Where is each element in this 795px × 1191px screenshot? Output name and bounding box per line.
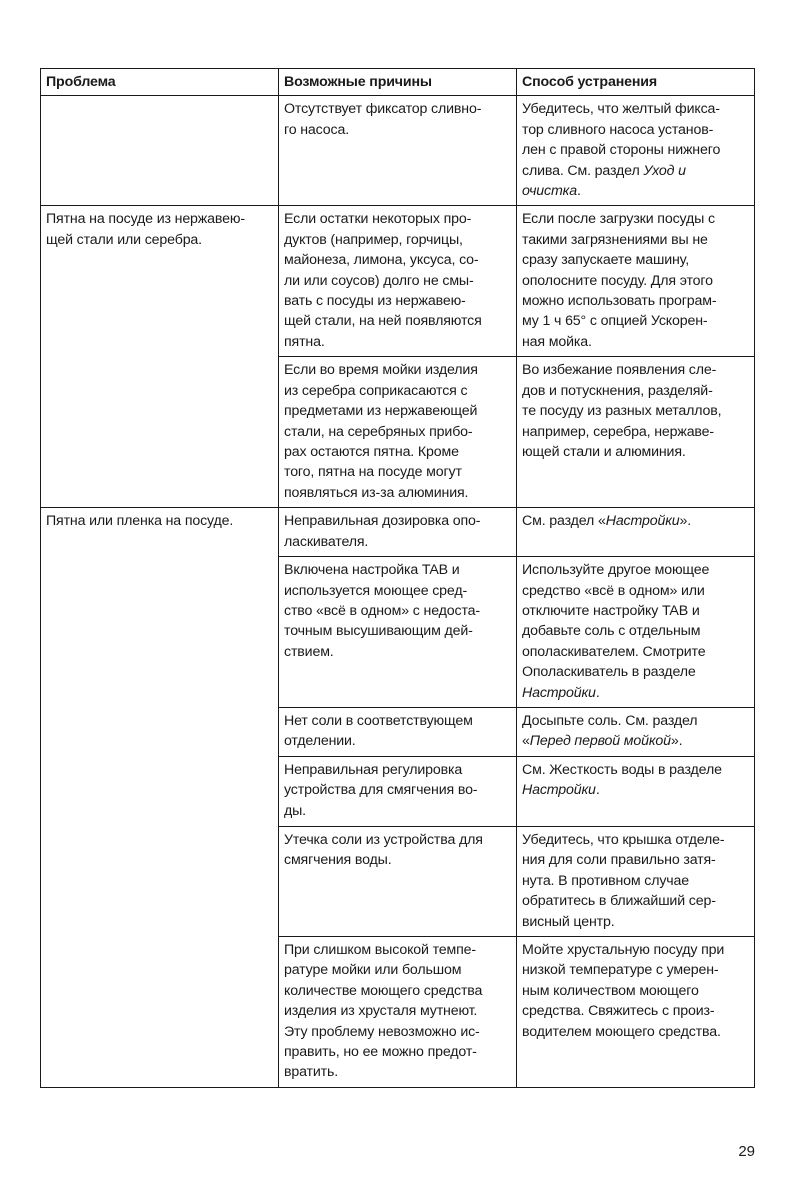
solution-text: Используйте другое моющее средство «всё в одном» или отключите настройку TAB и добавьте соль с отдельным ополаскивателем. Смотрите Ополаскиватель в разделе xyxy=(522,562,710,681)
solution-text: Убедитесь, что крышка отделе- ния для соли правильно затя- нута. В противном случае обратитесь в ближайший сер- висный центр. xyxy=(522,831,725,930)
cause-cell: Включена настройка TAB и используется моющее сред- ство «всё в одном» с недоста- точным высушивающим дей- ствием. xyxy=(279,557,517,708)
solution-cell xyxy=(517,826,755,936)
solution-cell xyxy=(517,557,755,708)
problem-cell: Пятна или пленка на посуде. xyxy=(41,508,279,1088)
solution-text: См. раздел « xyxy=(522,513,606,530)
table-row xyxy=(41,508,755,557)
page-number: 29 xyxy=(738,1143,755,1160)
cause-cell: Нет соли в соответствующем отделении. xyxy=(279,707,517,756)
cause-cell: Отсутствует фиксатор сливно- го насоса. xyxy=(279,96,517,206)
section-reference: Настройки xyxy=(522,782,596,799)
solution-cell xyxy=(517,508,755,557)
solution-text-end: . xyxy=(595,782,600,799)
solution-cell xyxy=(517,756,755,826)
table-row xyxy=(41,206,755,357)
solution-cell xyxy=(517,357,755,508)
troubleshooting-table xyxy=(40,68,755,1088)
solution-cell xyxy=(517,96,755,206)
header-causes: Возможные причины xyxy=(279,69,517,96)
solution-cell xyxy=(517,937,755,1088)
solution-text: См. Жесткость воды в разделе xyxy=(522,761,722,778)
cause-cell: Неправильная регулировка устройства для смягчения во- ды. xyxy=(279,756,517,826)
section-reference: Настройки xyxy=(605,513,680,530)
cause-cell: Если остатки некоторых про- дуктов (например, горчицы, майонеза, лимона, уксуса, со- ли или соусов) долго не смы- вать с посуды из нержавею- щей стали, на ней появляются пятна. xyxy=(279,206,517,357)
solution-text: Мойте хрустальную посуду при низкой температуре с умерен- ным количеством моющего средства. Свяжитесь с произ- водителем моющего средства. xyxy=(522,942,725,1040)
cause-cell: При слишком высокой темпе- ратуре мойки или большом количестве моющего средства изделия из хрусталя мутнеют. Эту проблему невозможно ис- править, но ее можно предот- вратить. xyxy=(279,937,517,1088)
solution-text-end: ». xyxy=(679,513,692,530)
header-problem: Проблема xyxy=(41,69,279,96)
cause-cell: Утечка соли из устройства для смягчения воды. xyxy=(279,826,517,936)
section-reference: Уход и очистка xyxy=(522,162,686,200)
header-solution: Способ устранения xyxy=(517,69,755,96)
solution-text: Досыпьте соль. См. раздел « xyxy=(522,712,698,750)
problem-cell xyxy=(41,96,279,206)
problem-cell: Пятна на посуде из нержавею- щей стали или серебра. xyxy=(41,206,279,508)
solution-text: Убедитесь, что желтый фикса- тор сливного насоса установ- лен с правой стороны нижнего слива. См. раздел xyxy=(522,101,721,179)
cause-cell: Неправильная дозировка опо- ласкивателя. xyxy=(279,508,517,557)
solution-cell xyxy=(517,206,755,357)
section-reference: Настройки xyxy=(522,684,596,701)
table-row xyxy=(41,96,755,206)
section-reference: Перед первой мойкой xyxy=(529,733,671,750)
cause-cell: Если во время мойки изделия из серебра соприкасаются с предметами из нержавеющей стали, на серебряных прибо- рах остаются пятна. Кроме того, пятна на посуде могут появляться из-за алюминия. xyxy=(279,357,517,508)
solution-text-end: ». xyxy=(670,733,683,750)
solution-text-end: . xyxy=(595,684,600,701)
solution-text: Во избежание появления сле- дов и потускнения, разделяй- те посуду из разных металлов, например, серебра, нержаве- ющей стали и алюминия. xyxy=(522,362,722,460)
table-header-row xyxy=(41,69,755,96)
solution-text: Если после загрузки посуды с такими загрязнениями вы не сразу запускаете машину, ополосните посуду. Для этого можно использовать програм- му 1 ч 65° с опцией Ускорен- ная мойка. xyxy=(522,211,717,350)
solution-text-end: . xyxy=(576,183,581,200)
solution-cell xyxy=(517,707,755,756)
